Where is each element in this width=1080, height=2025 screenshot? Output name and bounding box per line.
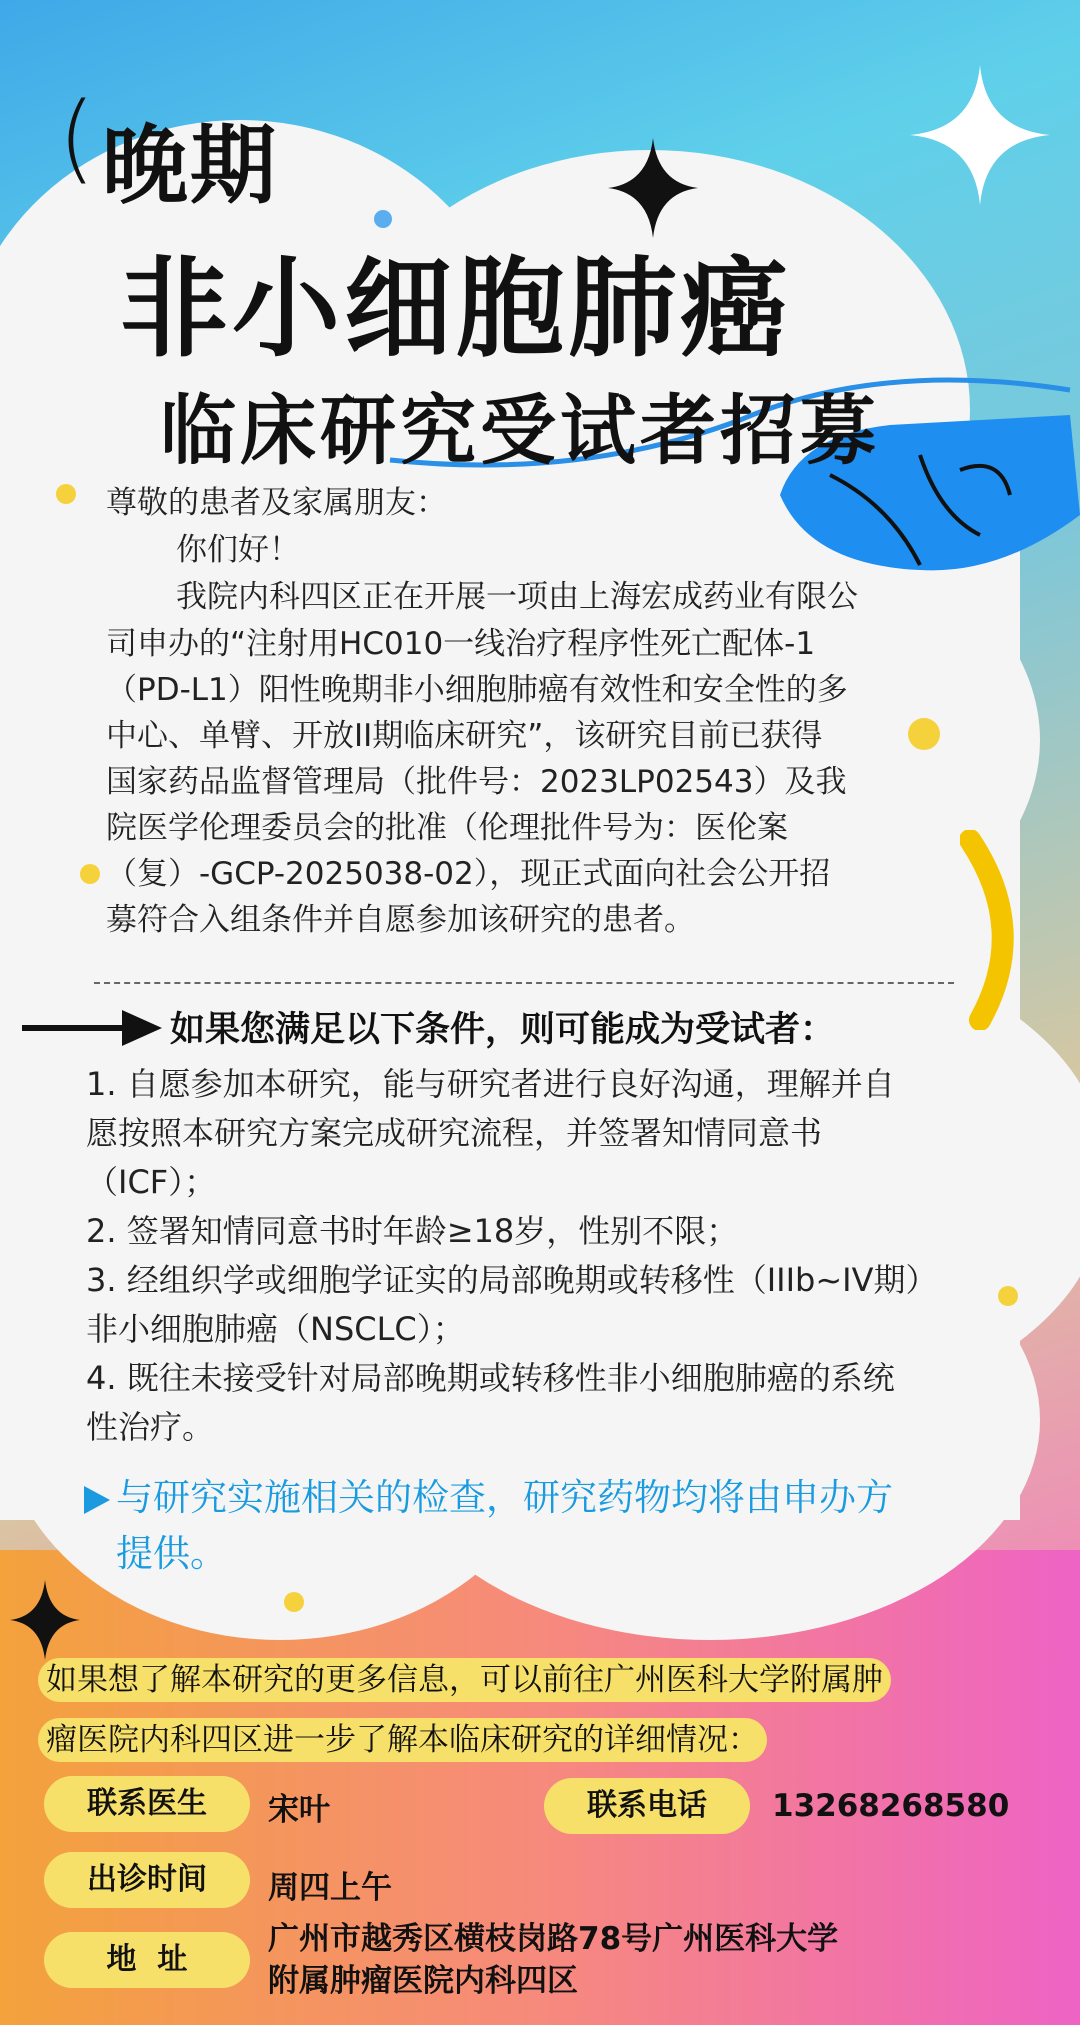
yellow-dot [56,484,76,504]
yellow-dot [80,864,100,884]
play-triangle-icon [84,1486,110,1514]
address-label: 地 址 [44,1932,250,1988]
condition-line: 3. 经组织学或细胞学证实的局部晚期或转移性（IIIb~IV期） [86,1261,938,1299]
intro-line: 中心、单臂、开放II期临床研究”，该研究目前已获得 [106,718,823,754]
more-info [38,1650,891,1770]
yellow-dot [284,1592,304,1612]
more-info-line2: 瘤医院内科四区进一步了解本临床研究的详细情况： [38,1718,767,1762]
note-line2: 提供。 [116,1532,227,1575]
conditions-list [86,1060,937,1452]
yellow-arc-icon [960,830,1040,1030]
yellow-dot [908,718,940,750]
white-sparkle-icon [910,65,1050,205]
conditions-heading: 如果您满足以下条件，则可能成为受试者： [170,1010,836,1050]
yellow-dot [998,1286,1018,1306]
time-value: 周四上午 [268,1870,392,1906]
intro-line: （复）-GCP-2025038-02），现正式面向社会公开招 [106,856,831,892]
condition-line: 愿按照本研究方案完成研究流程，并签署知情同意书 [86,1114,823,1152]
address-line1: 广州市越秀区横枝岗路78号广州医科大学 [268,1921,839,1957]
intro-line: 募符合入组条件并自愿参加该研究的患者。 [106,902,695,938]
intro-line: 司申办的“注射用HC010一线治疗程序性死亡配体-1 [106,626,816,662]
title-line1: 晚期 [102,116,278,216]
phone-value[interactable]: 13268268580 [772,1788,1010,1824]
condition-line: 1. 自愿参加本研究，能与研究者进行良好沟通，理解并自 [86,1065,895,1103]
black-sparkle-small-icon [10,1580,80,1660]
address-line2: 附属肿瘤医院内科四区 [268,1963,578,1999]
intro-line: （PD-L1）阳性晚期非小细胞肺癌有效性和安全性的多 [106,672,848,708]
arrow-right-icon [22,1006,162,1050]
condition-line: 2. 签署知情同意书时年龄≥18岁，性别不限； [86,1212,739,1250]
doctor-label: 联系医生 [44,1776,250,1832]
greeting: 尊敬的患者及家属朋友： [106,485,447,521]
address-value [268,1918,838,2002]
title-line3: 临床研究受试者招募 [160,386,880,475]
divider [94,982,954,984]
intro-paragraph-first: 我院内科四区正在开展一项由上海宏成药业有限公 [176,579,858,615]
intro-line: 院医学伦理委员会的批准（伦理批件号为：医伦案 [106,810,788,846]
doctor-value: 宋叶 [268,1792,330,1828]
bracket-icon: ( [58,82,96,194]
intro-line: 国家药品监督管理局（批件号：2023LP02543）及我 [106,764,847,800]
title-line2: 非小细胞肺癌 [120,247,793,372]
intro-paragraph [106,621,848,943]
note-line1: 与研究实施相关的检查，研究药物均将由申办方 [116,1476,893,1519]
condition-line: 性治疗。 [86,1408,215,1446]
condition-line: 4. 既往未接受针对局部晚期或转移性非小细胞肺癌的系统 [86,1359,895,1397]
more-info-line1: 如果想了解本研究的更多信息，可以前往广州医科大学附属肿 [38,1658,891,1702]
condition-line: 非小细胞肺癌（NSCLC）； [86,1310,465,1348]
condition-line: （ICF）； [86,1163,217,1201]
hello: 你们好！ [176,532,300,568]
time-label: 出诊时间 [44,1852,250,1908]
phone-label: 联系电话 [544,1778,750,1834]
